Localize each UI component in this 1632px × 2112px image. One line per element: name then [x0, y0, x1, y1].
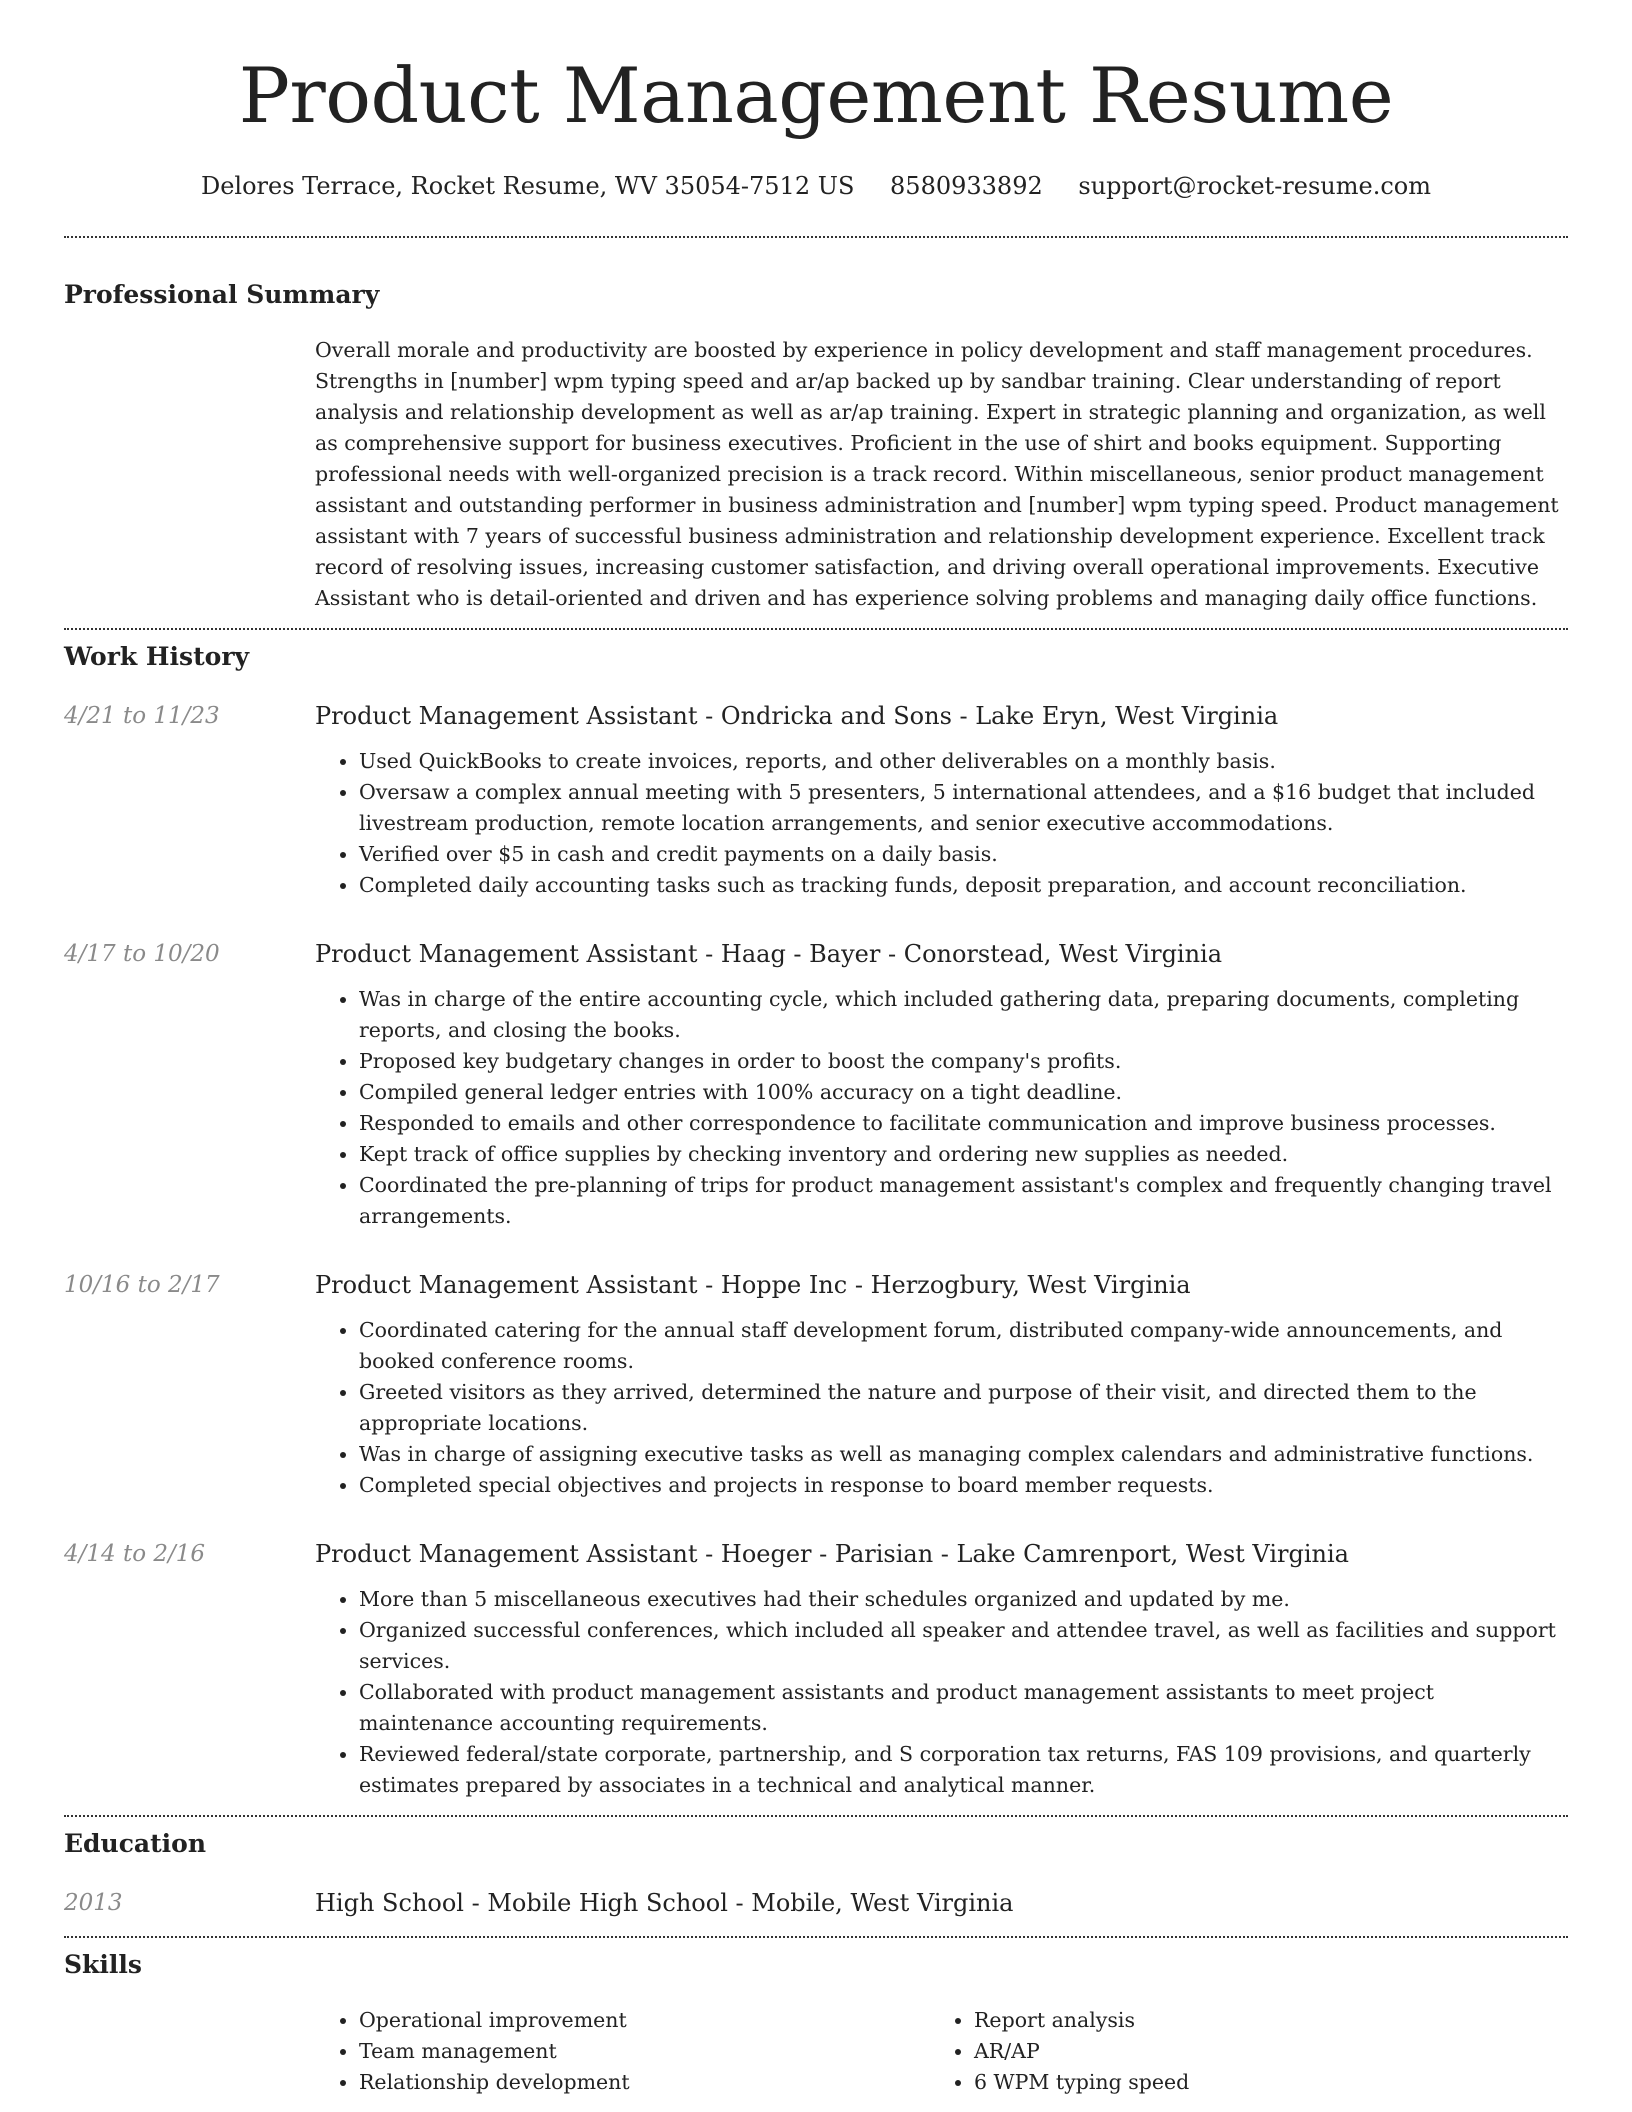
contact-line — [64, 172, 1568, 200]
skills-column-right — [930, 2005, 1545, 2098]
job-bullet: • Completed daily accounting tasks such as tracking funds, deposit preparation, and account reconciliation. — [359, 870, 1568, 901]
job-title: Product Management Assistant - Haag - Bayer - Conorstead, West Virginia — [315, 940, 1223, 968]
job-dates: 10/16 to 2/17 — [64, 1272, 220, 1298]
work-history-heading: Work History — [64, 642, 250, 671]
skill-item: • Operational improvement — [359, 2005, 930, 2036]
job-bullet: • Greeted visitors as they arrived, determined the nature and purpose of their visit, and directed them to the appropriate locations. — [359, 1377, 1568, 1439]
job-title: Product Management Assistant - Ondricka and Sons - Lake Eryn, West Virginia — [315, 702, 1279, 730]
job-bullet: • Organized successful conferences, which included all speaker and attendee travel, as well as facilities and support services. — [359, 1615, 1568, 1677]
job-dates: 4/14 to 2/16 — [64, 1541, 206, 1567]
job-entry — [64, 1539, 1568, 1801]
job-entry — [64, 939, 1568, 1232]
work-history-section — [64, 630, 1568, 1815]
skill-item: • Report analysis — [974, 2005, 1545, 2036]
job-bullet: • Coordinated catering for the annual staff development forum, distributed company-wide announcements, and booked conference rooms. — [359, 1315, 1568, 1377]
job-bullet: • Responded to emails and other correspondence to facilitate communication and improve business processes. — [359, 1108, 1568, 1139]
skill-item: • AR/AP — [974, 2036, 1545, 2067]
skills-column-left — [315, 2005, 930, 2098]
education-title: High School - Mobile High School - Mobile, West Virginia — [315, 1889, 1014, 1917]
page-title: Product Management Resume — [238, 51, 1394, 140]
job-bullets — [315, 746, 1568, 901]
job-body — [315, 1270, 1568, 1501]
skill-item: • Relationship development — [359, 2067, 930, 2098]
skill-item: • 6 WPM typing speed — [974, 2067, 1545, 2098]
job-bullet: • Used QuickBooks to create invoices, reports, and other deliverables on a monthly basis. — [359, 746, 1568, 777]
job-dates: 4/21 to 11/23 — [64, 703, 220, 729]
job-bullet: • More than 5 miscellaneous executives had their schedules organized and updated by me. — [359, 1584, 1568, 1615]
job-bullets — [315, 1584, 1568, 1801]
summary-text: Overall morale and productivity are boosted by experience in policy development and staff management procedures. Strengths in [number] wpm typing speed and ar/ap backed up by sandbar training. Clear understanding of report analysis and relationship development as well as ar/ap training. Expert in strategic planning and organization, as well as comprehensive support for business executives. Proficient in the use of shirt and books equipment. Supporting professional needs with well-organized precision is a track record. Within miscellaneous, senior product management assistant and outstanding performer in business administration and [number] wpm typing speed. Product management assistant with 7 years of successful business administration and relationship development experience. Excellent track record of resolving issues, increasing customer satisfaction, and driving overall operational improvements. Executive Assistant who is detail-oriented and driven and has experience solving problems and managing daily office functions. — [315, 338, 1559, 610]
job-bullet: • Kept track of office supplies by checking inventory and ordering new supplies as needed. — [359, 1139, 1568, 1170]
job-bullet: • Was in charge of the entire accounting cycle, which included gathering data, preparing documents, completing reports, and closing the books. — [359, 984, 1568, 1046]
contact-address: Delores Terrace, Rocket Resume, WV 35054-7512 US — [200, 172, 855, 200]
job-entry — [64, 701, 1568, 901]
divider — [64, 236, 1568, 238]
summary-heading: Professional Summary — [64, 280, 380, 309]
job-body — [315, 939, 1568, 1232]
job-body — [315, 1539, 1568, 1801]
job-dates: 4/17 to 10/20 — [64, 941, 220, 967]
job-title: Product Management Assistant - Hoppe Inc - Herzogbury, West Virginia — [315, 1271, 1191, 1299]
education-entry — [64, 1888, 1568, 1936]
job-body — [315, 701, 1568, 901]
job-bullet: • Collaborated with product management assistants and product management assistants to meet project maintenance accounting requirements. — [359, 1677, 1568, 1739]
job-bullets — [315, 1315, 1568, 1501]
job-bullets — [315, 984, 1568, 1232]
skills-grid — [315, 2005, 1568, 2098]
job-bullet: • Completed special objectives and projects in response to board member requests. — [359, 1470, 1568, 1501]
education-year: 2013 — [64, 1890, 123, 1916]
job-bullet: • Compiled general ledger entries with 100% accuracy on a tight deadline. — [359, 1077, 1568, 1108]
education-heading: Education — [64, 1829, 207, 1858]
job-bullet: • Reviewed federal/state corporate, partnership, and S corporation tax returns, FAS 109 provisions, and quarterly estimates prepared by associates in a technical and analytical manner. — [359, 1739, 1568, 1801]
job-bullet: • Proposed key budgetary changes in order to boost the company's profits. — [359, 1046, 1568, 1077]
job-entry — [64, 1270, 1568, 1501]
skills-section — [64, 1938, 1568, 2098]
education-section — [64, 1817, 1568, 1936]
skill-item: • Team management — [359, 2036, 930, 2067]
summary-section — [64, 280, 1568, 628]
contact-email[interactable]: support@rocket-resume.com — [1078, 172, 1431, 200]
job-title: Product Management Assistant - Hoeger - Parisian - Lake Camrenport, West Virginia — [315, 1540, 1349, 1568]
skills-list — [930, 2005, 1545, 2098]
job-bullet: • Oversaw a complex annual meeting with 5 presenters, 5 international attendees, and a $16 budget that included livestream production, remote location arrangements, and senior executive accommodations. — [359, 777, 1568, 839]
contact-phone: 8580933892 — [890, 172, 1043, 200]
job-bullet: • Was in charge of assigning executive tasks as well as managing complex calendars and administrative functions. — [359, 1439, 1568, 1470]
job-bullet: • Coordinated the pre-planning of trips for product management assistant's complex and frequently changing travel arrangements. — [359, 1170, 1568, 1232]
skills-heading: Skills — [64, 1950, 142, 1979]
skills-list — [315, 2005, 930, 2098]
job-bullet: • Verified over $5 in cash and credit payments on a daily basis. — [359, 839, 1568, 870]
